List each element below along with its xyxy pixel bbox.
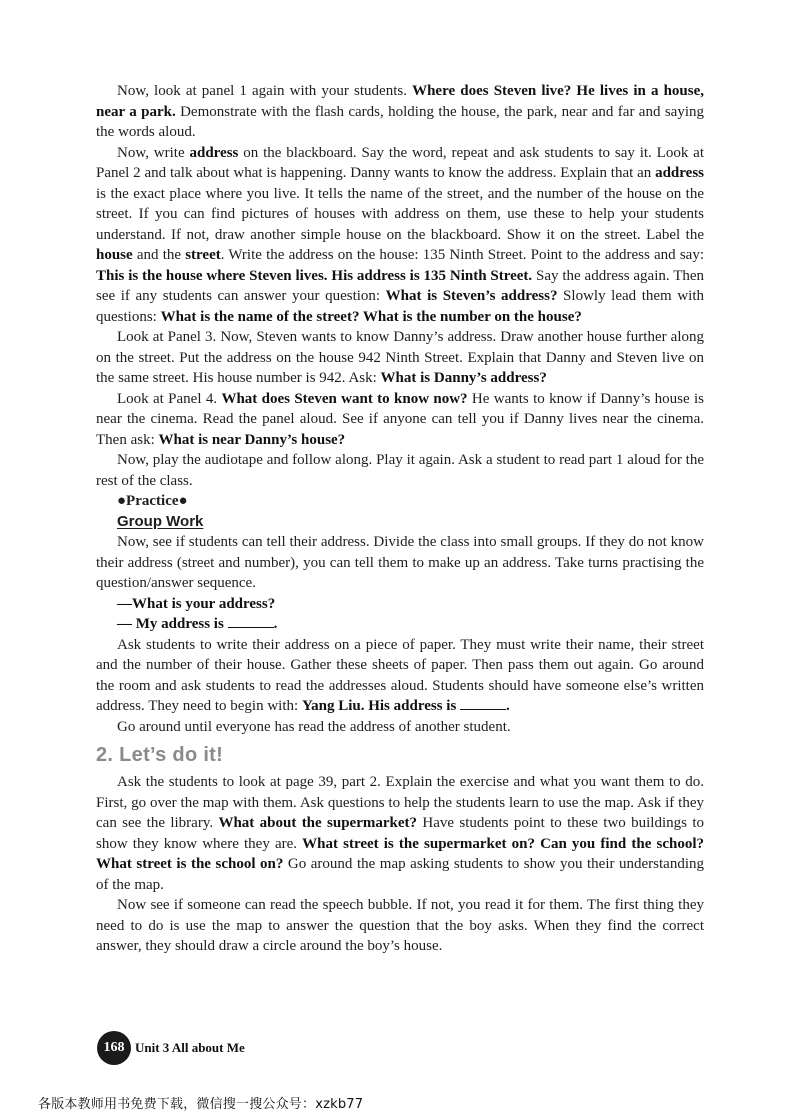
unit-label: Unit 3 All about Me bbox=[135, 1040, 245, 1055]
bold-text: What is the name of the street? What is the number on the house? bbox=[160, 308, 582, 325]
bold-text: — My address is bbox=[117, 616, 224, 632]
bold-text: Where does Steven live? He lives in a house, near a park. bbox=[96, 83, 705, 120]
text: Look at Panel 3. Now, Steven wants to know Danny’s address. Draw another house further along on the street. Put the address on the house 942 Ninth Street. Explain that Danny and Steven live on the same street. His house number is 942. Ask: bbox=[96, 329, 704, 386]
paragraph-panel-4 bbox=[96, 389, 704, 451]
watermark-text: 各版本教师用书免费下载，微信搜一搜公众号：xzkb77 bbox=[38, 1097, 364, 1112]
text: on the blackboard. Say the word, repeat and ask students to say it. Look at Panel 2 and talk about what is happening. Danny wants to know the address. Explain that an bbox=[96, 144, 705, 181]
group-work-label: Group Work bbox=[117, 512, 204, 530]
text: Now, write bbox=[117, 144, 190, 161]
practice-heading bbox=[96, 491, 704, 512]
text: Ask the students to look at page 39, part 2. Explain the exercise and what you want them to do. First, go over the map with them. Ask questions to help the students learn to use the map. Ask if they can see the library. bbox=[96, 774, 704, 831]
practice-label: ●Practice● bbox=[117, 493, 188, 509]
bold-text: —What is your address? bbox=[117, 595, 276, 612]
bold-text: What is near Danny’s house? bbox=[158, 431, 346, 448]
section-heading: 2. Let’s do it! bbox=[96, 744, 224, 766]
paragraph-group-work: Now, see if students can tell their address. Divide the class into small groups. If they do not know their address (street and number), you can tell them to make up an address. Take turns practising the question/answer sequence. bbox=[96, 534, 704, 591]
text: Go around the map asking students to show you their understanding of the map. bbox=[96, 856, 704, 893]
paragraph-address bbox=[96, 143, 704, 328]
text: . Write the address on the house: 135 Ninth Street. Point to the address and say: bbox=[220, 247, 704, 263]
answer-blank bbox=[228, 615, 274, 628]
text: He wants to know if Danny’s house is near the cinema. Read the panel aloud. See if anyone can tell you if Danny lives near the cinema. Then ask: bbox=[96, 390, 704, 448]
group-work-heading bbox=[96, 512, 704, 533]
text: Look at Panel 4. bbox=[117, 390, 222, 407]
text: Slowly lead them with questions: bbox=[96, 288, 704, 325]
text: Say the address again. Then see if any students can answer your question: bbox=[96, 267, 705, 304]
bold-text: address bbox=[189, 144, 239, 161]
dialogue-answer: — My address is . bbox=[117, 616, 278, 632]
paragraph-panel-1 bbox=[96, 81, 704, 143]
text: Ask students to write their address on a piece of paper. They must write their name, their street and the number of their house. Gather these sheets of paper. Then pass them out again. Go around the room and ask students to read the addresses aloud. Students should have someone else’s written address. They need to begin with: bbox=[96, 636, 704, 714]
text: Have students point to these two buildings to show they know where they are. bbox=[96, 815, 704, 852]
bold-text: address bbox=[655, 165, 704, 181]
bold-text: What is Danny’s address? bbox=[380, 370, 547, 386]
paragraph-go-around: Go around until everyone has read the address of another student. bbox=[117, 718, 511, 735]
address-blank bbox=[460, 697, 506, 710]
bold-text: What is Steven’s address? bbox=[385, 288, 558, 304]
bold-text: Yang Liu. His address is bbox=[301, 698, 457, 714]
text: Demonstrate with the flash cards, holding the house, the park, near and far and saying the words aloud. bbox=[96, 103, 704, 140]
text: is the exact place where you live. It tells the name of the street, and the number of the house on the street. If you can find pictures of houses with address on them, use these to help your students understand. If not, draw another simple house on the blackboard. Show it on the street. Label the bbox=[96, 185, 704, 243]
paragraph-speech-bubble: Now see if someone can read the speech bubble. If not, you read it for them. The first thing they need to do is use the map to answer the question that the boy asks. When they find the correct answer, they should draw a circle around the boy’s house. bbox=[96, 897, 704, 954]
page-footer bbox=[97, 1031, 245, 1065]
page-body bbox=[96, 81, 704, 957]
bold-text: What does Steven want to know now? bbox=[221, 390, 468, 407]
bold-text: This is the house where Steven lives. His address is 135 Ninth Street. bbox=[96, 267, 533, 284]
paragraph-panel-3 bbox=[96, 327, 704, 389]
dialogue-question bbox=[96, 594, 704, 615]
page-number-badge: 168 bbox=[97, 1031, 131, 1065]
paragraph-audiotape: Now, play the audiotape and follow along. Play it again. Ask a student to read part 1 aloud for the rest of the class. bbox=[96, 452, 704, 489]
bold-text: What about the supermarket? bbox=[218, 815, 418, 831]
bold-text: What street is the supermarket on? Can you find the school? What street is the school on? bbox=[96, 835, 704, 872]
paragraph-map bbox=[96, 772, 704, 895]
bold-text: house bbox=[96, 247, 133, 263]
text: and the bbox=[132, 247, 186, 263]
bold-text: street bbox=[185, 247, 221, 263]
paragraph-write-address: Ask students to write their address on a piece of paper. They must write their name, their street and the number of their house. Gather these sheets of paper. Then pass them out again. Go around the room and ask students to read the addresses aloud. Students should have someone else’s written address. They need to begin with: Yang Liu. His address is . bbox=[96, 636, 704, 714]
text: Now, look at panel 1 again with your students. bbox=[117, 83, 413, 99]
